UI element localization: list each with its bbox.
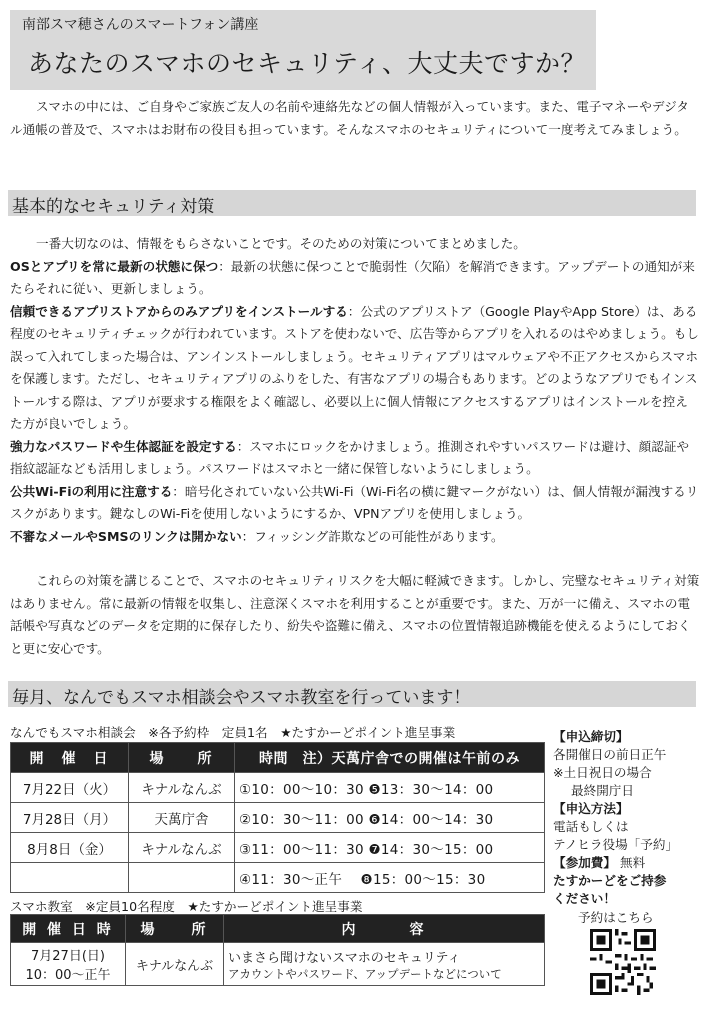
header-subtitle: 南部スマ穂さんのスマートフォン講座 <box>22 17 259 33</box>
consult-date: 7月22日（火） <box>11 773 129 803</box>
tip-heading: 不審なメールやSMSのリンクは開かない <box>10 528 242 544</box>
method-line-2: テノヒラ役場「予約」 <box>553 837 679 852</box>
consult-date <box>11 863 129 893</box>
header-time: 時間 注）天萬庁舎での開催は午前のみ <box>235 743 545 773</box>
deadline-line: 各開催日の前日正午 <box>553 747 667 762</box>
section2-title: 毎月、なんでもスマホ相談会やスマホ教室を行っています！ <box>12 688 471 708</box>
card-note-2: ください！ <box>553 891 616 906</box>
consult-time: ④11：30～正午 ❽15：00～15：30 <box>235 863 545 893</box>
table-row <box>11 863 545 893</box>
deadline-note-2: 最終開庁日 <box>571 783 634 798</box>
header-place: 場 所 <box>126 915 224 943</box>
class-caption: スマホ教室 ※定員10名程度 ★たすかーどポイント進呈事業 <box>10 899 363 914</box>
fee-value: 無料 <box>619 855 646 870</box>
intro-text: スマホの中には、ご自身やご家族ご友人の名前や連絡先などの個人情報が入っています。また、電子マネーやデジタル通帳の普及で、スマホはお財布の役目も担っています。そんなスマホのセキュリティについて一度考えてみましょう。 <box>10 99 689 137</box>
header-date: 開 催 日 <box>11 743 129 773</box>
deadline-note: ※土日祝日の場合 <box>553 765 652 780</box>
class-content-title: いまさら聞けないスマホのセキュリティ <box>228 950 461 966</box>
method-line: 電話もしくは <box>553 819 629 834</box>
consult-caption: なんでもスマホ相談会 ※各予約枠 定員1名 ★たすかーどポイント進呈事業 <box>10 725 456 740</box>
qr-code-icon[interactable] <box>590 929 656 995</box>
class-time: 10：00～正午 <box>25 968 111 983</box>
section1-lead-line <box>10 233 700 256</box>
deadline-heading: 【申込締切】 <box>553 729 629 744</box>
class-content-detail: アカウントやパスワード、アップデートなどについて <box>228 966 502 981</box>
class-datetime <box>11 943 126 986</box>
consult-table <box>10 742 545 893</box>
class-table <box>10 914 545 986</box>
tip-body: ：最新の状態に保つことで脆弱性（欠陥）を解消できます。アップデートの通知が来たらそれに従い、更新しましょう。 <box>10 258 695 296</box>
closing-paragraph <box>10 570 700 660</box>
section1-body <box>10 233 700 548</box>
consult-place <box>129 863 235 893</box>
consult-place: キナルなんぶ <box>129 833 235 863</box>
consult-place: 天萬庁舎 <box>129 803 235 833</box>
class-header-row <box>11 915 545 943</box>
header-datetime: 開 催 日 時 <box>11 915 126 943</box>
tip-body: ：公式のアプリストア（Google PlayやApp Store）は、ある程度のセキュリティチェックが行われています。ストアを使わないで、広告等からアプリを入れるのはやめましょう。もし誤って入れてしまった場合は、アンインストールしましょう。セキュリティアプリはマルウェアや不正アクセスからスマホを保護します。ただし、セキュリティアプリのふりをした、有害なアプリの場合もあります。どのようなアプリでもインストールする際は、アプリが要求する権限をよく確認し、必要以上に個人情報にアクセスするアプリはインストールを控えた方が良いでしょう。 <box>10 303 699 431</box>
tip-item <box>10 436 700 481</box>
table-row <box>11 943 545 986</box>
table-row <box>11 833 545 863</box>
application-info <box>553 728 713 908</box>
tip-heading: 信頼できるアプリストアからのみアプリをインストールする <box>10 303 348 319</box>
fee-heading: 【参加費】 <box>553 855 616 870</box>
class-date: 7月27日(日) <box>31 949 105 964</box>
consult-date: 7月28日（月） <box>11 803 129 833</box>
tip-item <box>10 481 700 526</box>
tip-heading: 強力なパスワードや生体認証を設定する <box>10 438 237 454</box>
consult-time: ②10：30～11：00 ❻14：00～14：30 <box>235 803 545 833</box>
tip-body: ：フィッシング詐欺などの可能性があります。 <box>241 528 504 544</box>
intro-paragraph <box>10 96 700 141</box>
class-content <box>224 943 545 986</box>
tip-item <box>10 301 700 436</box>
tip-heading: 公共Wi-Fiの利用に注意する <box>10 483 173 499</box>
closing-text: これらの対策を講じることで、スマホのセキュリティリスクを大幅に軽減できます。しかし、完璧なセキュリティ対策はありません。常に最新の情報を収集し、注意深くスマホを利用することが重要です。また、万が一に備え、スマホの電話帳や写真などのデータを定期的に保存したり、紛失や盗難に備え、スマホの位置情報追跡機能を使えるようにしておくと更に安心です。 <box>10 573 700 656</box>
section1-lead: 一番大切なのは、情報をもらさないことです。そのための対策についてまとめました。 <box>36 236 526 251</box>
consult-header-row <box>11 743 545 773</box>
tip-body: ：暗号化されていない公共Wi-Fi（Wi-Fi名の横に鍵マークがない）は、個人情報が漏洩するリスクがあります。鍵なしのWi-Fiを使用しないようにするか、VPNアプリを使用しましょう。 <box>10 483 699 521</box>
tip-body: ：スマホにロックをかけましょう。推測されやすいパスワードは避け、顔認証や指紋認証なども活用しましょう。パスワードはスマホと一緒に保管しないようにしましょう。 <box>10 438 690 476</box>
header-place: 場 所 <box>129 743 235 773</box>
qr-label: 予約はこちら <box>578 910 654 925</box>
tip-item <box>10 526 700 549</box>
header-content: 内 容 <box>224 915 545 943</box>
tip-item <box>10 256 700 301</box>
page-title: あなたのスマホのセキュリティ、大丈夫ですか？ <box>28 49 587 78</box>
section1-title: 基本的なセキュリティ対策 <box>12 197 215 217</box>
consult-time: ③11：00～11：30 ❼14：30～15：00 <box>235 833 545 863</box>
method-heading: 【申込方法】 <box>553 801 629 816</box>
table-row <box>11 803 545 833</box>
consult-date: 8月8日（金） <box>11 833 129 863</box>
table-row <box>11 773 545 803</box>
consult-place: キナルなんぶ <box>129 773 235 803</box>
consult-time: ①10：00～10：30 ❺13：30～14：00 <box>235 773 545 803</box>
card-note: たすかーどをご持参 <box>553 873 667 888</box>
class-place: キナルなんぶ <box>126 943 224 986</box>
tip-heading: OSとアプリを常に最新の状態に保つ <box>10 258 219 274</box>
